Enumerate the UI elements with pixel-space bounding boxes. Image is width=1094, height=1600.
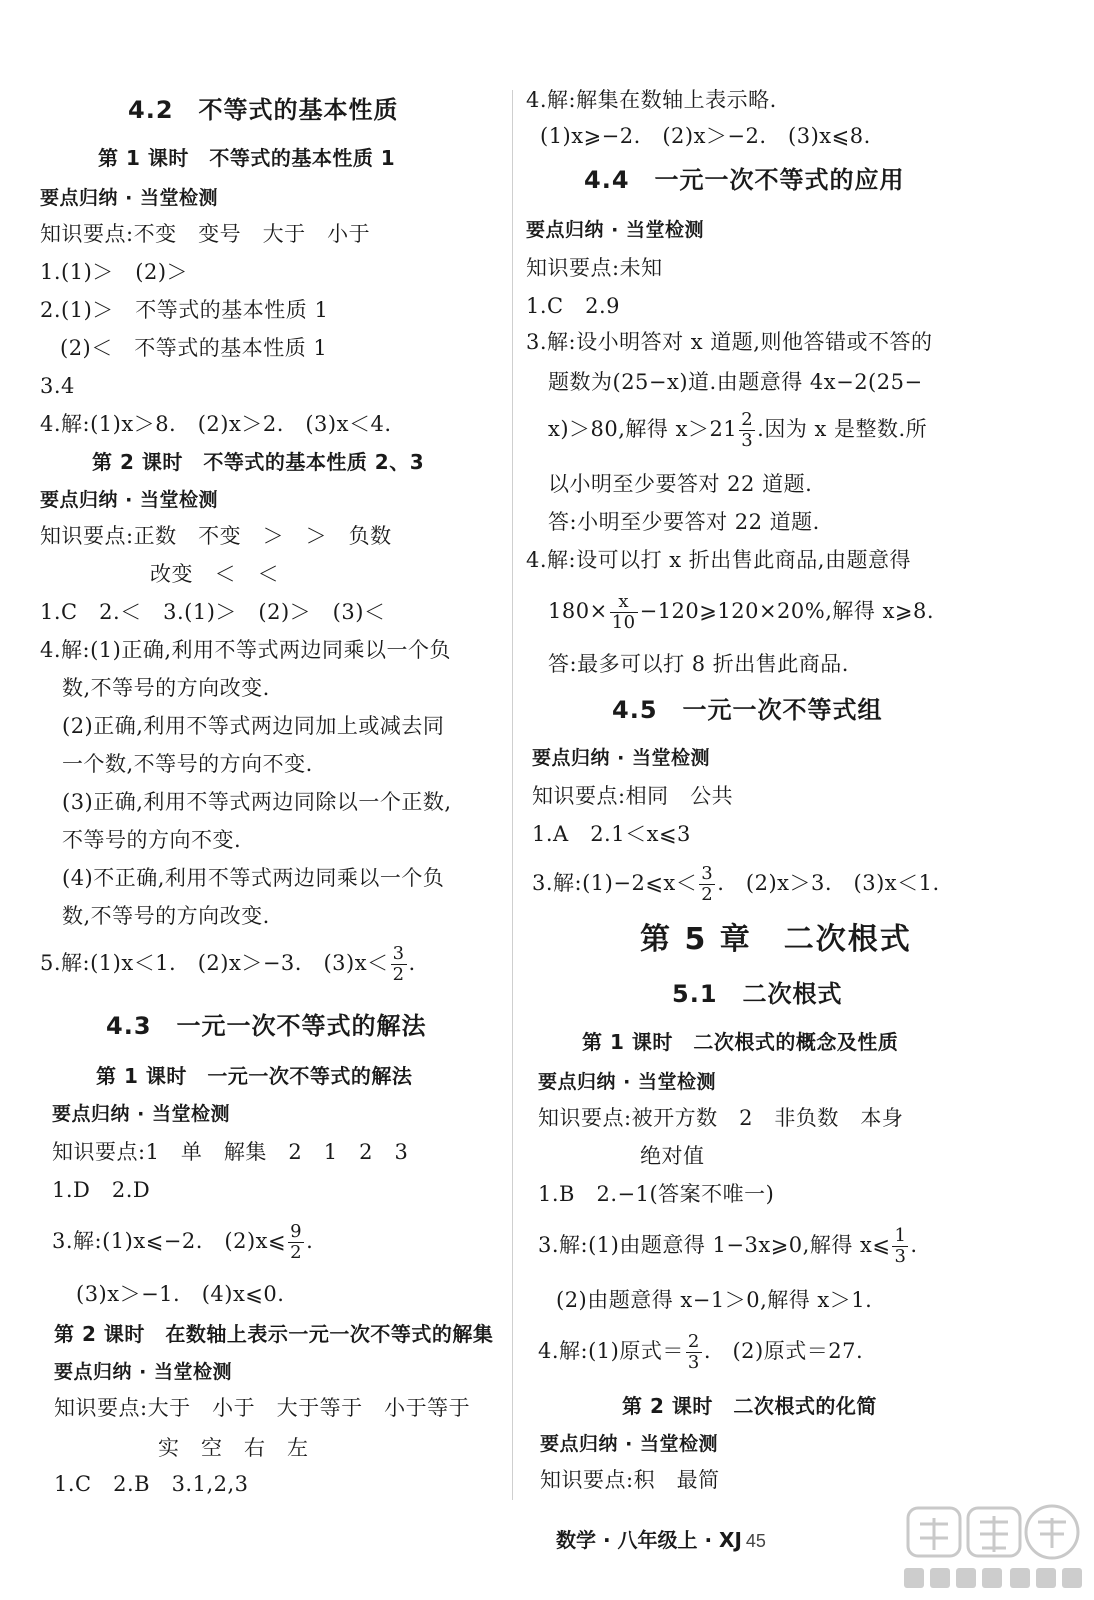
answer-line-fraction xyxy=(40,944,416,985)
section-title-5-1: 5.1 二次根式 xyxy=(672,980,843,1008)
chapter-title: 第 5 章 二次根式 xyxy=(640,922,912,957)
answer-line: (2)＜ 不等式的基本性质 1 xyxy=(60,336,328,360)
page-number: 45 xyxy=(745,1531,766,1551)
answer-text: 5.解:(1)x＜1. (2)x＞−3. (3)x＜ xyxy=(40,951,389,975)
answer-line: 知识要点:大于 小于 大于等于 小于等于 xyxy=(54,1396,471,1420)
lesson-title: 第 1 课时 不等式的基本性质 1 xyxy=(98,146,396,170)
answer-text: . xyxy=(306,1229,314,1253)
key-points-label: 要点归纳 · 当堂检测 xyxy=(526,219,704,241)
answer-line: 知识要点:1 单 解集 2 1 2 3 xyxy=(52,1140,409,1164)
key-points-label: 要点归纳 · 当堂检测 xyxy=(52,1103,230,1125)
denominator: 3 xyxy=(741,430,754,451)
answer-line: 题数为(25−x)道.由题意得 4x−2(25− xyxy=(548,370,923,394)
answer-line: 答:小明至少要答对 22 道题. xyxy=(548,510,820,534)
numerator: 2 xyxy=(741,409,754,430)
key-points-label: 要点归纳 · 当堂检测 xyxy=(538,1071,716,1093)
answer-line: 1.D 2.D xyxy=(52,1178,151,1202)
answer-line: 1.(1)＞ (2)＞ xyxy=(40,260,189,284)
numerator: 2 xyxy=(687,1331,700,1352)
answer-line: 知识要点:不变 变号 大于 小于 xyxy=(40,222,371,246)
answer-line: 不等号的方向不变. xyxy=(62,828,242,852)
lesson-title: 第 2 课时 二次根式的化简 xyxy=(622,1394,877,1418)
fraction xyxy=(699,864,715,905)
answer-text: . (2)原式＝27. xyxy=(703,1339,864,1363)
denominator: 3 xyxy=(687,1352,700,1373)
answer-text: .因为 x 是整数.所 xyxy=(757,417,928,441)
answer-line-fraction xyxy=(538,1226,918,1267)
numerator: x xyxy=(610,592,638,613)
answer-line: 改变 ＜ ＜ xyxy=(150,562,279,586)
key-points-label: 要点归纳 · 当堂检测 xyxy=(54,1361,232,1383)
fraction xyxy=(288,1222,304,1263)
answer-text: 3.解:(1)−2⩽x＜ xyxy=(532,871,698,895)
answer-text: . xyxy=(910,1233,918,1257)
denominator: 2 xyxy=(701,884,714,905)
fraction xyxy=(892,1226,908,1267)
answer-line: 1.A 2.1＜x⩽3 xyxy=(532,822,691,846)
answer-line: 知识要点:正数 不变 ＞ ＞ 负数 xyxy=(40,524,392,548)
answer-line-fraction xyxy=(532,864,940,905)
answer-line-fraction xyxy=(548,592,934,633)
denominator: 10 xyxy=(611,612,636,633)
answer-text: . (2)x＞3. (3)x＜1. xyxy=(717,871,940,895)
answer-line: (3)x＞−1. (4)x⩽0. xyxy=(76,1282,285,1306)
answer-line: 一个数,不等号的方向不变. xyxy=(62,752,313,776)
answer-line-fraction xyxy=(52,1222,313,1263)
answer-line: 以小明至少要答对 22 道题. xyxy=(548,472,813,496)
section-title-4-2: 4.2 不等式的基本性质 xyxy=(128,96,399,124)
key-points-label: 要点归纳 · 当堂检测 xyxy=(40,187,218,209)
denominator: 3 xyxy=(894,1246,907,1267)
fraction xyxy=(610,592,638,633)
answer-text: 3.解:(1)x⩽−2. (2)x⩽ xyxy=(52,1229,287,1253)
answer-line: 知识要点:未知 xyxy=(526,256,663,280)
fraction xyxy=(391,944,407,985)
answer-line: 知识要点:积 最简 xyxy=(540,1468,720,1492)
footer-label: 数学 · 八年级上 · XJ xyxy=(556,1528,742,1552)
answer-line: 3.4 xyxy=(40,374,75,398)
answer-text: 3.解:(1)由题意得 1−3x⩾0,解得 x⩽ xyxy=(538,1233,891,1257)
answer-line: 4.解:解集在数轴上表示略. xyxy=(526,88,777,112)
answer-line: 1.C 2.B 3.1,2,3 xyxy=(54,1472,249,1496)
section-title-4-3: 4.3 一元一次不等式的解法 xyxy=(106,1012,427,1040)
lesson-title: 第 2 课时 不等式的基本性质 2、3 xyxy=(92,450,425,474)
column-divider xyxy=(512,90,513,1500)
answer-line: 知识要点:相同 公共 xyxy=(532,784,734,808)
numerator: 9 xyxy=(290,1221,303,1242)
key-points-label: 要点归纳 · 当堂检测 xyxy=(40,489,218,511)
answer-line: (3)正确,利用不等式两边同除以一个正数, xyxy=(62,790,452,814)
answer-line: 答:最多可以打 8 折出售此商品. xyxy=(548,652,849,676)
answer-line: (1)x⩾−2. (2)x＞−2. (3)x⩽8. xyxy=(540,124,871,148)
denominator: 2 xyxy=(290,1242,303,1263)
answer-text: 180× xyxy=(548,599,608,623)
denominator: 2 xyxy=(392,964,405,985)
fraction xyxy=(686,1332,702,1373)
answer-line: (2)正确,利用不等式两边同加上或减去同 xyxy=(62,714,445,738)
answer-line: 1.B 2.−1(答案不唯一) xyxy=(538,1182,775,1206)
numerator: 1 xyxy=(894,1225,907,1246)
answer-line: 数,不等号的方向改变. xyxy=(62,904,270,928)
answer-line: 实 空 右 左 xyxy=(158,1436,309,1460)
answer-text: x)＞80,解得 x＞21 xyxy=(548,417,738,441)
lesson-title: 第 2 课时 在数轴上表示一元一次不等式的解集 xyxy=(54,1322,494,1346)
numerator: 3 xyxy=(392,943,405,964)
answer-line: 1.C 2.＜ 3.(1)＞ (2)＞ (3)＜ xyxy=(40,600,386,624)
answer-line: (4)不正确,利用不等式两边同乘以一个负 xyxy=(62,866,445,890)
answer-line: 知识要点:被开方数 2 非负数 本身 xyxy=(538,1106,904,1130)
numerator: 3 xyxy=(701,863,714,884)
watermark-logo xyxy=(900,1500,1090,1596)
answer-line: 4.解:(1)正确,利用不等式两边同乘以一个负 xyxy=(40,638,452,662)
answer-line: 绝对值 xyxy=(640,1144,705,1168)
page-footer xyxy=(556,1524,766,1553)
lesson-title: 第 1 课时 一元一次不等式的解法 xyxy=(96,1064,413,1088)
key-points-label: 要点归纳 · 当堂检测 xyxy=(540,1433,718,1455)
answer-line: 1.C 2.9 xyxy=(526,294,621,318)
section-title-4-5: 4.5 一元一次不等式组 xyxy=(612,696,883,724)
answer-line-fraction xyxy=(538,1332,863,1373)
answer-text: . xyxy=(408,951,416,975)
answer-line: (2)由题意得 x−1＞0,解得 x＞1. xyxy=(556,1288,873,1312)
answer-line-fraction xyxy=(548,410,927,451)
fraction xyxy=(739,410,755,451)
answer-line: 4.解:(1)x＞8. (2)x＞2. (3)x＜4. xyxy=(40,412,392,436)
answer-line: 2.(1)＞ 不等式的基本性质 1 xyxy=(40,298,329,322)
lesson-title: 第 1 课时 二次根式的概念及性质 xyxy=(582,1030,899,1054)
answer-text: 4.解:(1)原式＝ xyxy=(538,1339,684,1363)
answer-line: 4.解:设可以打 x 折出售此商品,由题意得 xyxy=(526,548,911,572)
answer-line: 3.解:设小明答对 x 道题,则他答错或不答的 xyxy=(526,330,933,354)
section-title-4-4: 4.4 一元一次不等式的应用 xyxy=(584,166,905,194)
key-points-label: 要点归纳 · 当堂检测 xyxy=(532,747,710,769)
answer-line: 数,不等号的方向改变. xyxy=(62,676,270,700)
answer-text: −120⩾120×20%,解得 x⩾8. xyxy=(639,599,935,623)
